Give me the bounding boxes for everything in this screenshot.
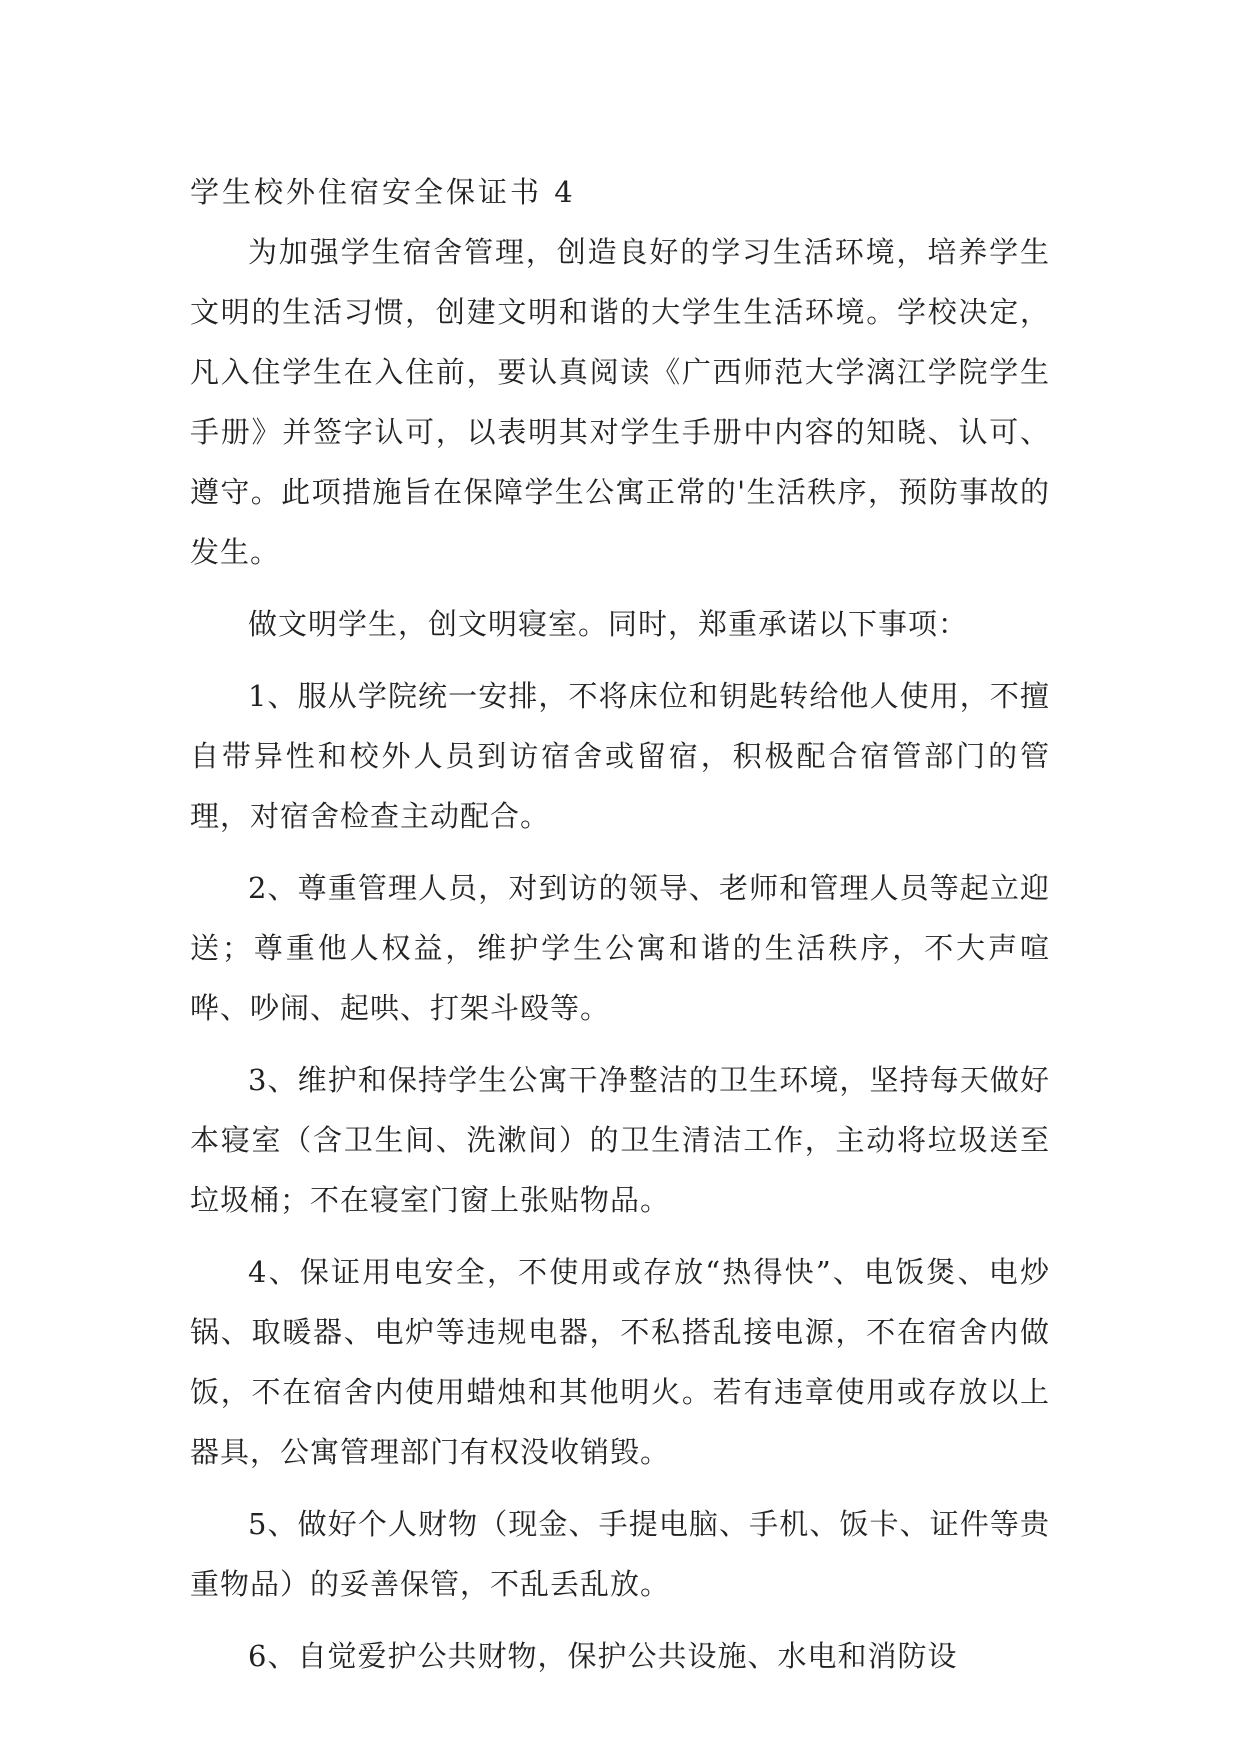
paragraph-intro: 为加强学生宿舍管理，创造良好的学习生活环境，培养学生文明的生活习惯，创建文明和谐的大学生生活环境。学校决定，凡入住学生在入住前，要认真阅读《广西师范大学漓江学院学生手册》并签字认可，以表明其对学生手册中内容的知晓、认可、遵守。此项措施旨在保障学生公寓正常的'生活秩序，预防事故的发生。 (190, 235, 1050, 569)
paragraph-item-4: 4、保证用电安全，不使用或存放“热得快”、电饭煲、电炒锅、取暖器、电炉等违规电器，不私搭乱接电源，不在宿舍内做饭，不在宿舍内使用蜡烛和其他明火。若有违章使用或存放以上器具，公寓管理部门有权没收销毁。 (190, 1255, 1050, 1469)
paragraph-item-3: 3、维护和保持学生公寓干净整洁的卫生环境，坚持每天做好本寝室（含卫生间、洗漱间）的卫生清洁工作，主动将垃圾送至垃圾桶；不在寝室门窗上张贴物品。 (190, 1063, 1050, 1217)
document-body (190, 162, 1050, 1686)
paragraph-item-5: 5、做好个人财物（现金、手提电脑、手机、饭卡、证件等贵重物品）的妥善保管，不乱丢乱放。 (190, 1507, 1050, 1601)
paragraph-item-1: 1、服从学院统一安排，不将床位和钥匙转给他人使用，不擅自带异性和校外人员到访宿舍或留宿，积极配合宿管部门的管理，对宿舍检查主动配合。 (190, 679, 1050, 833)
paragraph-item-6: 6、自觉爱护公共财物，保护公共设施、水电和消防设 (248, 1639, 958, 1673)
paragraph-item-2: 2、尊重管理人员，对到访的领导、老师和管理人员等起立迎送；尊重他人权益，维护学生公寓和谐的生活秩序，不大声喧哗、吵闹、起哄、打架斗殴等。 (190, 871, 1050, 1025)
paragraph-pledge-lead: 做文明学生，创文明寝室。同时，郑重承诺以下事项： (248, 607, 969, 641)
document-title: 学生校外住宿安全保证书 4 (190, 175, 576, 209)
